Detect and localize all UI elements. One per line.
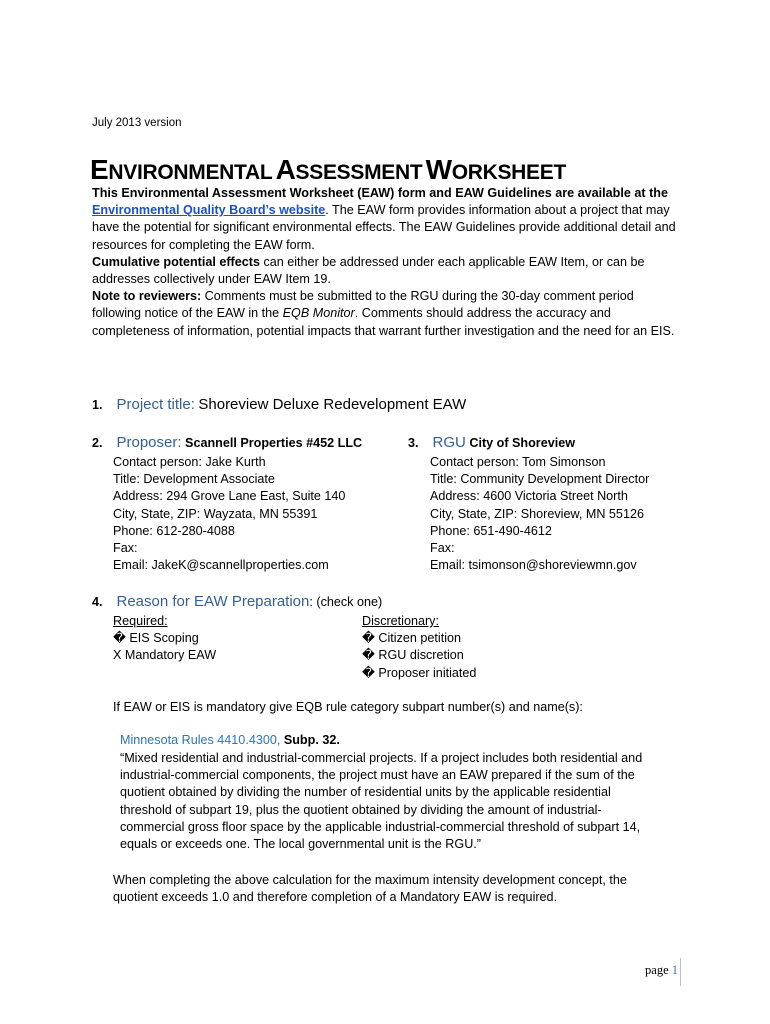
- required-options: [113, 613, 216, 665]
- proposer-initiated-checkbox[interactable]: � Proposer initiated: [362, 665, 477, 680]
- mandatory-eaw-checkbox[interactable]: X Mandatory EAW: [113, 648, 217, 663]
- proposer-contact-line: Fax:: [113, 541, 138, 556]
- proposer-contact-line: Address: 294 Grove Lane East, Suite 140: [113, 489, 346, 504]
- intro-paragraph-1: This Environmental Assessment Worksheet (EAW) form and EAW Guidelines are available at the Environmental Quality Board’s website. The EAW form provides information about a project that may have the potential for significant environmental effects. The EAW Guidelines provide additional detail and resources for completing the EAW form.: [92, 186, 676, 252]
- mandatory-prompt: If EAW or EIS is mandatory give EQB rule category subpart number(s) and name(s):: [113, 700, 583, 714]
- rgu-contact-line: Fax:: [430, 541, 455, 556]
- eis-scoping-checkbox[interactable]: � EIS Scoping: [113, 631, 199, 646]
- proposer-contact-line: Email: JakeK@scannellproperties.com: [113, 558, 329, 573]
- discretionary-options: [362, 613, 476, 682]
- page-title: ENVIRONMENTAL ASSESSMENT WORKSHEET: [90, 154, 566, 185]
- required-heading: Required:: [113, 614, 168, 628]
- rgu-contact-line: Email: tsimonson@shoreviewmn.gov: [430, 558, 637, 573]
- item-3-rgu-heading: 3. RGU City of Shoreview: [408, 434, 576, 451]
- citizen-petition-checkbox[interactable]: � Citizen petition: [362, 631, 462, 646]
- proposer-contact-line: Phone: 612-280-4088: [113, 523, 235, 538]
- intro-text: [92, 185, 682, 340]
- page-number: page 1: [645, 963, 678, 977]
- rule-reference-link[interactable]: Minnesota Rules 4410.4300,: [120, 733, 281, 747]
- discretionary-heading: Discretionary:: [362, 614, 439, 628]
- rgu-contact-line: Title: Community Development Director: [430, 472, 650, 487]
- rgu-contact-line: Phone: 651-490-4612: [430, 523, 552, 538]
- proposer-contact-line: City, State, ZIP: Wayzata, MN 55391: [113, 506, 318, 521]
- footer-divider: [680, 958, 681, 986]
- rule-quote: “Mixed residential and industrial-commercial projects. If a project includes both residential and industrial-commercial components, the project must have an EAW prepared if the sum of the quotient obtained by dividing the number of residential units by the applicable residential threshold of subpart 19, plus the quotient obtained by dividing the amount of industrial-commercial gross floor space by the applicable industrial-commercial threshold of subpart 14, equals or exceeds one. The local governmental unit is the RGU.”: [120, 751, 643, 852]
- rgu-discretion-checkbox[interactable]: � RGU discretion: [362, 648, 464, 663]
- rgu-contact-line: City, State, ZIP: Shoreview, MN 55126: [430, 506, 644, 521]
- rgu-contact-line: Address: 4600 Victoria Street North: [430, 489, 628, 504]
- proposer-contact-line: Title: Development Associate: [113, 472, 275, 487]
- item-4-reason-heading: 4. Reason for EAW Preparation: (check one): [92, 593, 383, 610]
- conclusion-text: When completing the above calculation for the maximum intensity development concept, the quotient exceeds 1.0 and therefore completion of a Mandatory EAW is required.: [113, 873, 627, 905]
- item-2-proposer-heading: 2. Proposer: Scannell Properties #452 LLC: [92, 434, 363, 451]
- rgu-contact-line: Contact person: Tom Simonson: [430, 455, 606, 469]
- version-label: July 2013 version: [92, 117, 182, 129]
- item-1-project-title: 1. Project title: Shoreview Deluxe Redevelopment EAW: [92, 396, 467, 413]
- proposer-contact-block: [113, 454, 345, 574]
- intro-paragraph-3: Note to reviewers: Comments must be submitted to the RGU during the 30-day comment period following notice of the EAW in the EQB Monitor. Comments should address the accuracy and completeness of information, potential impacts that warrant further investigation and the need for an EIS.: [92, 289, 675, 338]
- proposer-contact-line: Contact person: Jake Kurth: [113, 455, 266, 469]
- intro-paragraph-2: Cumulative potential effects can either be addressed under each applicable EAW Item, or can be addresses collectively under EAW Item 19.: [92, 254, 645, 287]
- rgu-contact-block: [430, 454, 649, 574]
- eqb-website-link[interactable]: Environmental Quality Board’s website: [92, 203, 326, 218]
- rule-reference: Minnesota Rules 4410.4300, Subp. 32.: [120, 733, 340, 747]
